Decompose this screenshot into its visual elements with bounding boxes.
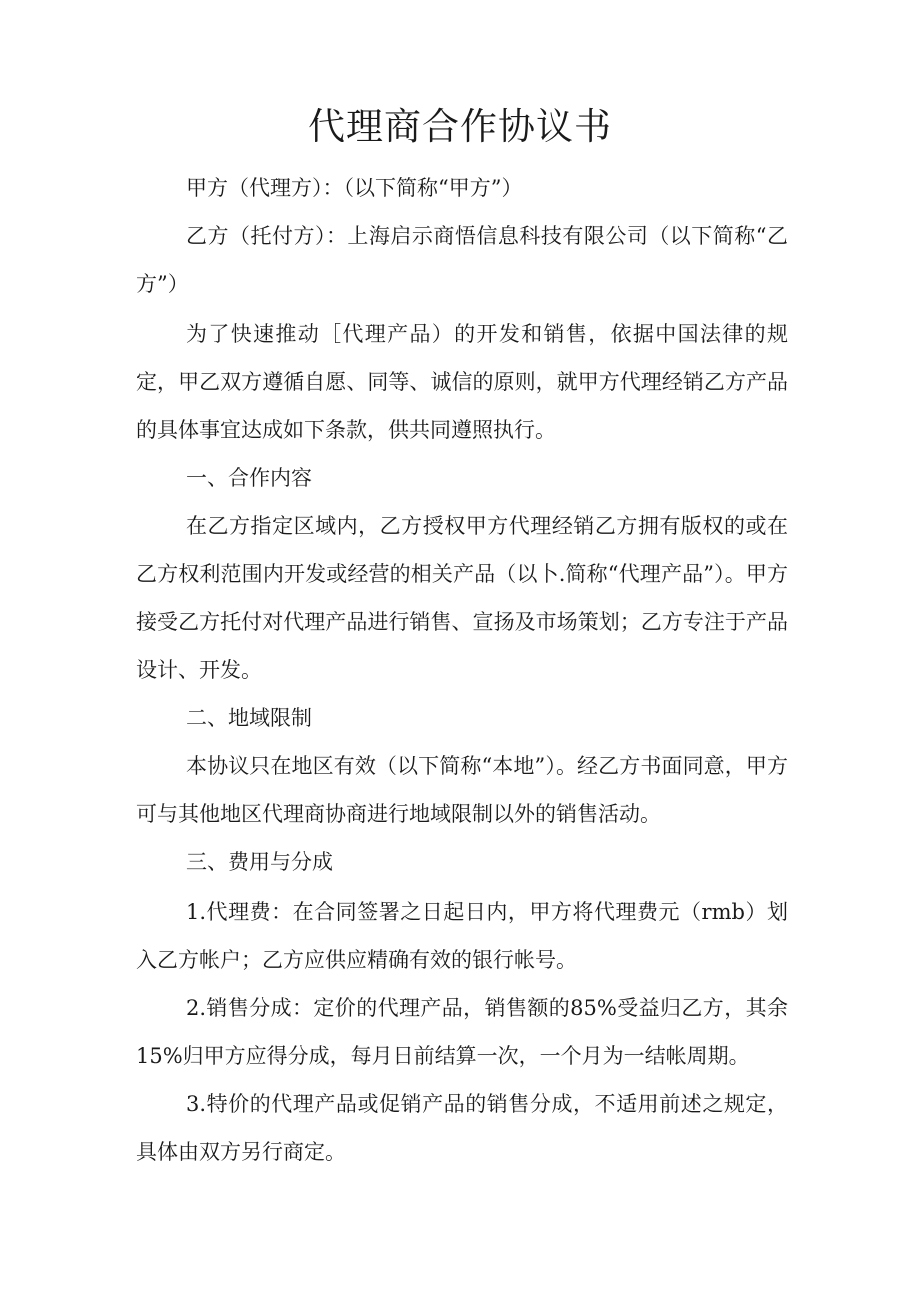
section-heading-fees: 三、费用与分成 xyxy=(186,850,333,874)
preamble-paragraph: 为了快速推动［代理产品）的开发和销售，依据中国法律的规定，甲乙双方遵循自愿、同等、诚信的原则，就甲方代理经销乙方产品的具体事宜达成如下条款，供共同遵照执行。 xyxy=(136,322,788,442)
region-limit-paragraph: 本协议只在地区有效（以下简称“本地”）。经乙方书面同意，甲方可与其他地区代理商协商进行地域限制以外的销售活动。 xyxy=(136,754,788,826)
document-title: 代理商合作协议书 xyxy=(308,105,612,148)
section-heading-cooperation: 一、合作内容 xyxy=(186,466,312,490)
section-heading-region: 二、地域限制 xyxy=(186,706,312,730)
fee-item-agency-fee: 1.代理费：在合同签署之日起日内，甲方将代理费元（rmb）划入乙方帐户；乙方应供应精确有效的银行帐号。 xyxy=(136,900,788,972)
party-a-line: 甲方（代理方）：（以下简称“甲方”） xyxy=(186,176,523,200)
party-b-line: 乙方（托付方）：上海启示商悟信息科技有限公司（以下简称“乙方”） xyxy=(136,224,788,296)
fee-item-sales-share: 2.销售分成：定价的代理产品，销售额的85%受益归乙方，其余15%归甲方应得分成，每月日前结算一次，一个月为一结帐周期。 xyxy=(136,996,788,1068)
fee-item-special-price: 3.特价的代理产品或促销产品的销售分成，不适用前述之规定，具体由双方另行商定。 xyxy=(136,1092,788,1164)
cooperation-content-paragraph: 在乙方指定区域内，乙方授权甲方代理经销乙方拥有版权的或在乙方权利范围内开发或经营的相关产品（以卜.简称“代理产品”）。甲方接受乙方托付对代理产品进行销售、宣扬及市场策划；乙方专注于产品设计、开发。 xyxy=(136,514,788,682)
